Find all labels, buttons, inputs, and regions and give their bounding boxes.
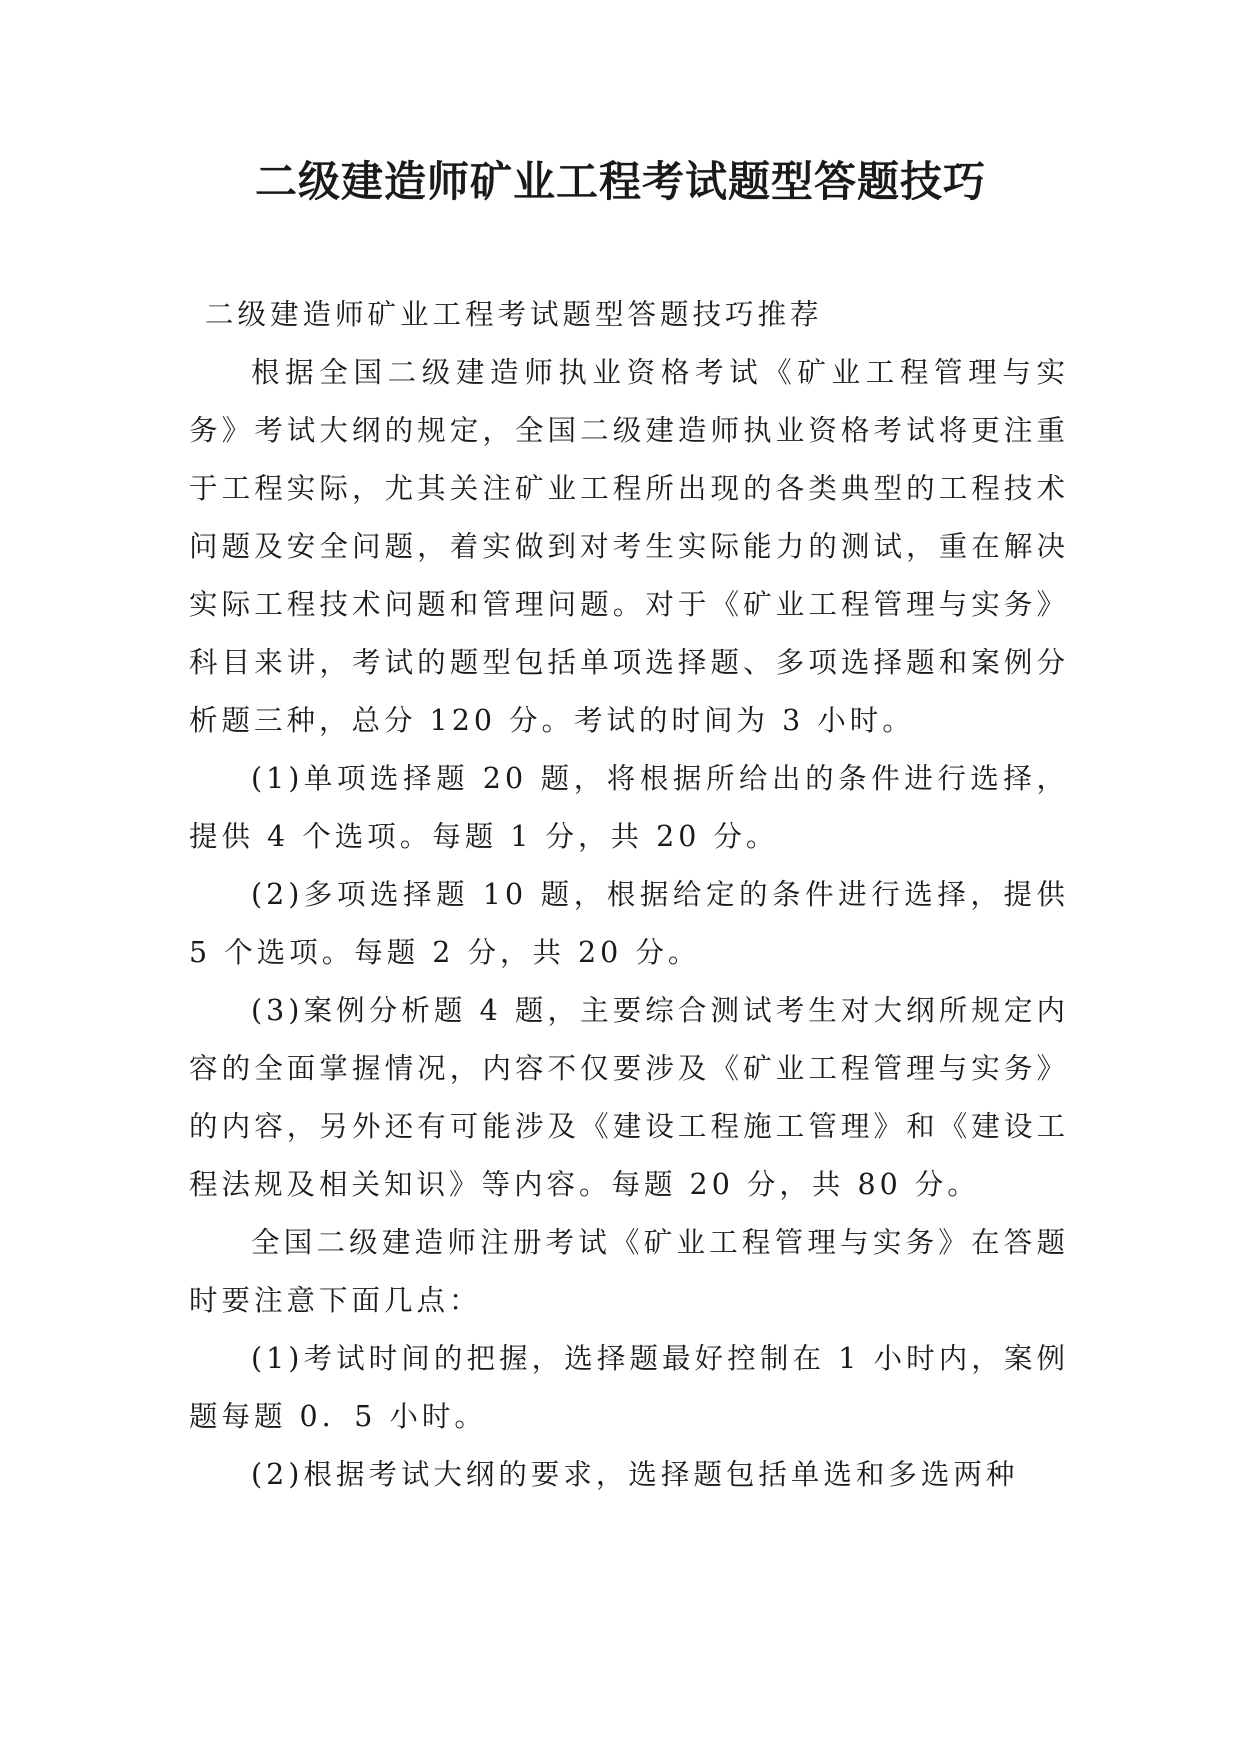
paragraph-choice-types: (2)根据考试大纲的要求，选择题包括单选和多选两种 bbox=[251, 1458, 1019, 1491]
paragraph-case-analysis: (3)案例分析题 4 题，主要综合测试考生对大纲所规定内容的全面掌握情况，内容不仅要涉及《矿业工程管理与实务》的内容，另外还有可能涉及《建设工程施工管理》和《建设工程法规及相关知识》等内容。每题 20 分，共 80 分。 bbox=[189, 994, 1069, 1201]
paragraph-intro: 根据全国二级建造师执业资格考试《矿业工程管理与实务》考试大纲的规定，全国二级建造师执业资格考试将更注重于工程实际，尤其关注矿业工程所出现的各类典型的工程技术问题及安全问题，着实做到对考生实际能力的测试，重在解决实际工程技术问题和管理问题。对于《矿业工程管理与实务》科目来讲，考试的题型包括单项选择题、多项选择题和案例分析题三种，总分 120 分。考试的时间为 3 小时。 bbox=[189, 356, 1069, 737]
document-subtitle: 二级建造师矿业工程考试题型答题技巧推荐 bbox=[205, 298, 823, 331]
paragraph-answer-notes: 全国二级建造师注册考试《矿业工程管理与实务》在答题时要注意下面几点： bbox=[189, 1226, 1069, 1317]
document-title: 二级建造师矿业工程考试题型答题技巧 bbox=[254, 157, 986, 206]
paragraph-time-management: (1)考试时间的把握，选择题最好控制在 1 小时内，案例题每题 0．5 小时。 bbox=[189, 1342, 1069, 1433]
paragraph-multiple-choice: (2)多项选择题 10 题，根据给定的条件进行选择，提供 5 个选项。每题 2 分，共 20 分。 bbox=[189, 878, 1069, 969]
paragraph-single-choice: (1)单项选择题 20 题，将根据所给出的条件进行选择，提供 4 个选项。每题 1 分，共 20 分。 bbox=[189, 762, 1069, 853]
